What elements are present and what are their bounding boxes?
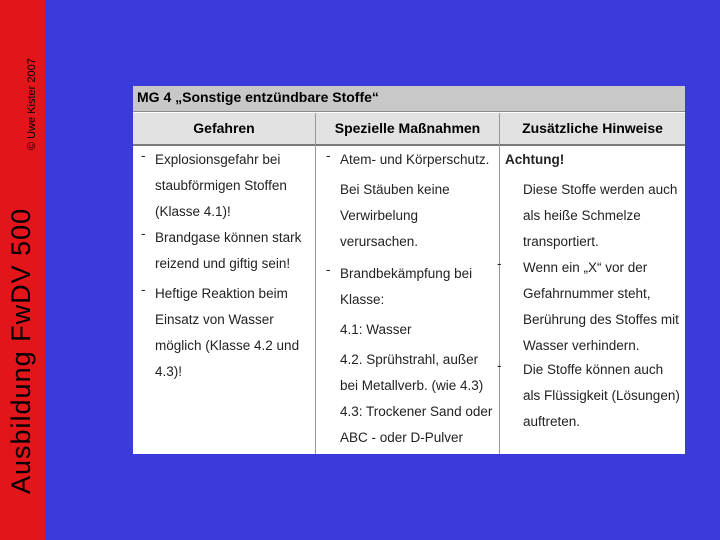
column-header-hinweise: Zusätzliche Hinweise bbox=[522, 120, 663, 136]
list-item-line: Brandbekämpfung bei bbox=[340, 266, 473, 281]
list-item-line: 4.3)! bbox=[155, 364, 183, 379]
list-item bbox=[141, 226, 310, 282]
column-header-massnahmen: Spezielle Maßnahmen bbox=[334, 120, 481, 136]
hinweise-column bbox=[497, 148, 683, 436]
column-header-row bbox=[133, 113, 685, 144]
list-item-line: Wenn ein „X“ vor der bbox=[523, 260, 648, 275]
list-item bbox=[497, 358, 683, 436]
list-item bbox=[505, 178, 683, 256]
bullet-dash: - bbox=[141, 226, 146, 241]
list-item bbox=[141, 148, 310, 226]
bullet-dash: - bbox=[141, 282, 146, 297]
list-item-line: verursachen. bbox=[340, 234, 419, 249]
column-header-gefahren: Gefahren bbox=[193, 120, 255, 136]
list-item-line: als heiße Schmelze bbox=[523, 208, 641, 223]
list-item bbox=[326, 262, 495, 318]
list-item-line: als Flüssigkeit (Lösungen) bbox=[523, 388, 680, 403]
list-item-line: Bei Stäuben keine bbox=[340, 182, 450, 197]
list-item-line: Verwirbelung bbox=[340, 208, 419, 223]
list-item bbox=[340, 318, 495, 348]
list-item bbox=[141, 282, 310, 386]
list-item-line: Atem- und Körperschutz. bbox=[340, 152, 490, 167]
list-item-line: Explosionsgefahr bei bbox=[155, 152, 281, 167]
list-item-line: reizend und giftig sein! bbox=[155, 256, 291, 271]
achtung-heading: Achtung! bbox=[505, 152, 565, 167]
bullet-dash: - bbox=[497, 358, 502, 373]
list-item-line: Heftige Reaktion beim bbox=[155, 286, 288, 301]
column-divider-1 bbox=[315, 113, 316, 454]
list-item bbox=[497, 256, 683, 358]
list-item-line: 4.3: Trockener Sand oder bbox=[340, 404, 493, 419]
bullet-dash: - bbox=[326, 148, 331, 163]
massnahmen-column bbox=[326, 148, 495, 452]
list-item-line: Klasse: bbox=[340, 292, 385, 307]
list-item-line: auftreten. bbox=[523, 414, 581, 429]
list-item-line: Einsatz von Wasser bbox=[155, 312, 274, 327]
vertical-title: Ausbildung FwDV 500 bbox=[6, 207, 36, 494]
list-item-line: möglich (Klasse 4.2 und bbox=[155, 338, 300, 353]
list-item-line: bei Metallverb. (wie 4.3) bbox=[340, 378, 484, 393]
list-item-line: Die Stoffe können auch bbox=[523, 362, 664, 377]
list-item bbox=[340, 348, 495, 400]
sidebar bbox=[0, 0, 45, 540]
list-item-line: 4.1: Wasser bbox=[340, 322, 412, 337]
header-divider bbox=[133, 144, 685, 146]
gefahren-column bbox=[141, 148, 310, 386]
list-item-line: 4.2. Sprühstrahl, außer bbox=[340, 352, 479, 367]
bullet-dash: - bbox=[141, 148, 146, 163]
list-item-line: Diese Stoffe werden auch bbox=[523, 182, 678, 197]
list-item-line: ABC - oder D-Pulver bbox=[340, 430, 464, 445]
list-item-line: Brandgase können stark bbox=[155, 230, 302, 245]
content-table bbox=[133, 86, 685, 454]
list-item-line: (Klasse 4.1)! bbox=[155, 204, 231, 219]
list-item-line: staubförmigen Stoffen bbox=[155, 178, 287, 193]
bullet-dash: - bbox=[497, 256, 502, 271]
list-item bbox=[340, 174, 495, 262]
bullet-dash: - bbox=[326, 262, 331, 277]
copyright-text: © Uwe Kister 2007 bbox=[26, 58, 38, 150]
list-item-line: transportiert. bbox=[523, 234, 599, 249]
table-title: MG 4 „Sonstige entzündbare Stoffe“ bbox=[133, 86, 685, 112]
column-divider-2 bbox=[499, 113, 500, 454]
list-item-line: Gefahrnummer steht, bbox=[523, 286, 651, 301]
list-item bbox=[340, 400, 495, 452]
list-item-line: Berührung des Stoffes mit bbox=[523, 312, 679, 327]
list-item bbox=[326, 148, 495, 174]
list-item-line: Wasser verhindern. bbox=[523, 338, 640, 353]
